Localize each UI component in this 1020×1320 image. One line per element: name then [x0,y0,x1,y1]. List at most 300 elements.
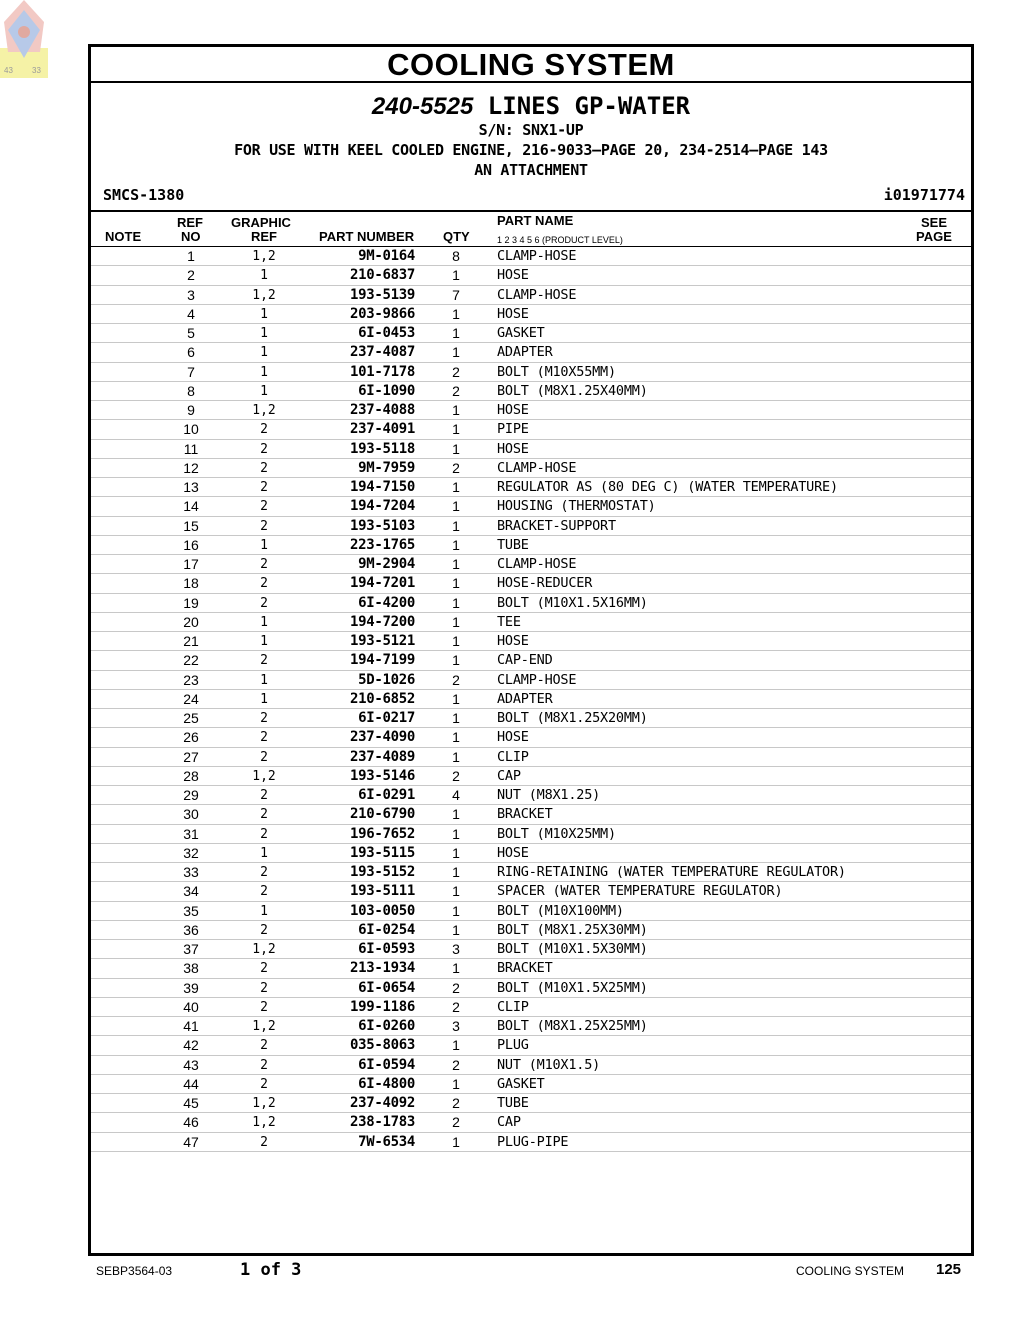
ref-number: 29 [183,787,199,803]
ref-number: 38 [183,960,199,977]
ref-number: 13 [183,479,199,495]
part-number: 194-7204 [349,498,415,515]
part-number: 6I-4200 [358,594,415,611]
part-number: 6I-0594 [358,1056,415,1073]
col-see-bottom: PAGE [916,229,952,244]
part-name: TUBE [497,1095,529,1111]
quantity: 2 [452,1056,460,1073]
graphic-ref: 2 [260,460,268,476]
graphic-ref: 2 [260,518,268,534]
graphic-ref: 1,2 [252,1019,276,1034]
ref-number: 11 [183,440,199,457]
part-number: 237-4088 [349,402,415,418]
quantity: 1 [452,498,460,515]
table-row [91,555,971,574]
part-number: 196-7652 [349,825,415,842]
publication-number: SEBP3564-03 [96,1264,173,1278]
graphic-ref: 2 [260,865,268,880]
graphic-ref: 1 [260,268,268,284]
col-ref-bottom: NO [181,229,201,244]
table-row [91,1133,971,1152]
graphic-ref: 2 [260,441,268,457]
part-name: PLUG [497,1037,529,1054]
graphic-ref: 2 [260,961,268,977]
quantity: 1 [452,594,460,611]
quantity: 2 [452,998,460,1015]
ref-number: 19 [183,594,199,611]
parts-list [91,247,971,1152]
group-number: 240-5525 [371,93,474,120]
part-number: 237-4092 [349,1095,415,1111]
part-name: HOSE [497,440,529,457]
part-number: 194-7150 [349,479,415,495]
ref-number: 43 [183,1056,199,1073]
ref-number: 27 [183,748,199,765]
table-row [91,286,971,305]
col-graphic-bottom: REF [251,229,277,244]
quantity: 1 [452,844,460,861]
graphic-ref: 1,2 [252,942,276,957]
ref-number: 22 [183,652,199,669]
part-name: CAP-END [497,652,553,669]
part-number: 199-1186 [349,998,415,1015]
part-name: BOLT (M10X55MM) [497,363,616,380]
part-number: 101-7178 [349,363,415,380]
ref-number: 24 [183,690,199,707]
ref-number: 6 [187,344,195,361]
ref-number: 25 [183,710,199,726]
part-name: CLIP [497,998,529,1015]
col-part-number: PART NUMBER [319,229,415,244]
table-row [91,382,971,401]
usage-note: FOR USE WITH KEEL COOLED ENGINE, 216-9033—PAGE 20, 234-2514—PAGE 143 [234,141,828,159]
quantity: 2 [452,1114,460,1131]
table-row [91,266,971,285]
part-number: 237-4090 [349,729,415,746]
table-row [91,940,971,959]
table-row [91,478,971,497]
graphic-ref: 1 [260,634,268,649]
graphic-ref: 2 [260,788,268,803]
graphic-ref: 2 [260,826,268,842]
part-name: HOSE-REDUCER [497,575,593,592]
quantity: 7 [452,286,460,303]
part-number: 223-1765 [349,536,415,553]
quantity: 3 [452,941,460,957]
logo-center [18,26,30,38]
part-number: 238-1783 [349,1114,415,1131]
quantity: 2 [452,459,460,476]
group-type: AN ATTACHMENT [474,161,588,179]
parts-page-frame [88,44,974,1256]
table-row [91,690,971,709]
part-name: CAP [497,1114,521,1131]
part-number: 210-6790 [349,806,415,823]
part-name: NUT (M10X1.5) [497,1056,601,1073]
ref-number: 34 [183,883,199,900]
quantity: 1 [452,344,460,361]
graphic-ref: 1 [260,326,268,341]
graphic-ref: 2 [260,480,268,495]
quantity: 1 [452,825,460,842]
graphic-ref: 2 [260,807,268,823]
part-name: BOLT (M10X1.5X16MM) [497,594,648,611]
ref-number: 33 [183,864,199,880]
part-number: 193-5103 [349,517,415,534]
part-name: HOUSING (THERMOSTAT) [497,498,656,515]
graphic-ref: 2 [260,980,268,996]
graphic-ref: 1 [260,364,268,380]
quantity: 1 [452,729,460,746]
table-row [91,882,971,901]
part-name: GASKET [497,1075,545,1092]
ref-number: 39 [183,979,199,996]
quantity: 1 [452,864,460,880]
part-name: GASKET [497,325,545,341]
quantity: 1 [452,440,460,457]
table-row [91,998,971,1017]
part-number: 6I-0254 [358,921,415,938]
part-name: BOLT (M8X1.25X40MM) [497,382,648,399]
table-row [91,709,971,728]
part-number: 210-6837 [349,267,415,284]
graphic-ref: 1,2 [252,1096,276,1111]
graphic-ref: 1 [260,691,268,707]
part-number: 7W-6534 [358,1133,415,1150]
table-row [91,921,971,940]
logo-right-number: 33 [32,66,41,75]
page-of: 1 of 3 [240,1260,302,1280]
page-number: 125 [936,1261,962,1278]
table-row [91,767,971,786]
group-title [91,91,971,122]
part-number: 213-1934 [349,960,415,977]
part-number: 237-4091 [349,421,415,438]
graphic-ref: 2 [260,749,268,765]
illustration-id: i01971774 [883,186,965,204]
part-name: BOLT (M10X25MM) [497,825,616,842]
col-part-name: PART NAME [497,213,574,228]
graphic-ref: 2 [260,922,268,938]
col-note: NOTE [105,229,142,244]
quantity: 1 [452,633,460,649]
quantity: 1 [452,517,460,534]
table-row [91,863,971,882]
table-row [91,574,971,593]
ref-number: 2 [187,267,195,284]
quantity: 1 [452,305,460,322]
ref-number: 42 [183,1037,199,1054]
quantity: 1 [452,575,460,592]
group-name: LINES GP-WATER [487,92,691,120]
graphic-ref: 1 [260,903,268,919]
quantity: 1 [452,806,460,823]
part-number: 6I-0291 [358,787,415,803]
graphic-ref: 1,2 [252,403,276,418]
part-name: PIPE [497,421,529,438]
ref-number: 26 [183,729,199,746]
part-name: BRACKET [497,960,553,977]
part-name: HOSE [497,267,529,284]
quantity: 1 [452,479,460,495]
table-row [91,440,971,459]
table-row [91,343,971,362]
part-number: 203-9866 [349,305,415,322]
graphic-ref: 1,2 [252,1115,276,1131]
part-name: NUT (M8X1.25) [497,787,601,803]
table-row [91,844,971,863]
graphic-ref: 2 [260,1038,268,1054]
part-name: BOLT (M10X100MM) [497,902,624,919]
ref-number: 10 [183,421,199,438]
quantity: 1 [452,690,460,707]
part-number: 6I-0217 [358,710,415,726]
table-row [91,748,971,767]
graphic-ref: 2 [260,576,268,592]
part-name: BOLT (M10X1.5X30MM) [497,941,648,957]
part-number: 193-5152 [349,864,415,880]
graphic-ref: 2 [260,1134,268,1150]
quantity: 2 [452,979,460,996]
graphic-ref: 1 [260,383,268,399]
part-number: 6I-0654 [358,979,415,996]
ref-number: 35 [183,902,199,919]
quantity: 2 [452,767,460,784]
table-row [91,517,971,536]
part-name: CLAMP-HOSE [497,671,577,688]
quantity: 1 [452,902,460,919]
part-name: CLAMP-HOSE [497,286,577,303]
table-row [91,632,971,651]
part-name: ADAPTER [497,344,553,361]
part-name: CLAMP-HOSE [497,248,577,264]
table-row [91,420,971,439]
part-name: REGULATOR AS (80 DEG C) (WATER TEMPERATURE) [497,479,838,495]
table-row [91,728,971,747]
part-number: 035-8063 [349,1037,415,1054]
part-name: BRACKET-SUPPORT [497,517,616,534]
table-row [91,1113,971,1132]
table-row [91,825,971,844]
part-name: HOSE [497,729,529,746]
part-number: 194-7199 [349,652,415,669]
ref-number: 41 [183,1018,199,1034]
graphic-ref: 2 [260,595,268,611]
ref-number: 36 [183,921,199,938]
part-number: 194-7201 [349,575,415,592]
ref-number: 28 [183,767,199,784]
quantity: 1 [452,1133,460,1150]
logo-left-number: 43 [4,66,13,75]
table-row [91,979,971,998]
part-name: TUBE [497,536,529,553]
table-row [91,536,971,555]
table-row [91,363,971,382]
table-row [91,1036,971,1055]
col-qty: QTY [443,229,470,244]
ref-number: 32 [183,844,199,861]
quantity: 2 [452,363,460,380]
quantity: 1 [452,402,460,418]
part-number: 9M-2904 [358,556,415,572]
part-name: CLAMP-HOSE [497,556,577,572]
graphic-ref: 2 [260,653,268,669]
table-row [91,1056,971,1075]
quantity: 1 [452,710,460,726]
ref-number: 31 [183,825,199,842]
ref-number: 18 [183,575,199,592]
graphic-ref: 2 [260,730,268,746]
ref-number: 16 [183,536,199,553]
ref-number: 15 [183,517,199,534]
part-name: BOLT (M8X1.25X20MM) [497,710,648,726]
quantity: 1 [452,267,460,284]
part-name: ADAPTER [497,690,553,707]
graphic-ref: 2 [260,711,268,726]
part-number: 6I-1090 [358,382,415,399]
table-row [91,959,971,978]
graphic-ref: 1,2 [252,249,276,264]
part-number: 103-0050 [349,902,415,919]
ref-number: 37 [183,941,199,957]
table-row [91,786,971,805]
table-row [91,324,971,343]
graphic-ref: 1 [260,614,268,630]
table-row [91,613,971,632]
graphic-ref: 2 [260,499,268,515]
part-number: 193-5118 [349,440,415,457]
quantity: 1 [452,748,460,765]
part-number: 6I-0260 [358,1018,415,1034]
quantity: 1 [452,1075,460,1092]
ref-number: 40 [183,998,199,1015]
part-number: 194-7200 [349,613,415,630]
col-ref-top: REF [177,215,203,230]
table-row [91,1017,971,1036]
quantity: 1 [452,1037,460,1054]
table-row [91,247,971,266]
quantity: 8 [452,248,460,264]
ref-number: 5 [187,325,195,341]
part-number: 237-4087 [349,344,415,361]
graphic-ref: 1,2 [252,287,276,303]
graphic-ref: 1 [260,345,268,361]
graphic-ref: 1 [260,845,268,861]
part-number: 193-5146 [349,767,415,784]
ref-number: 20 [183,613,199,630]
quantity: 1 [452,960,460,977]
graphic-ref: 1 [260,672,268,688]
part-name: BOLT (M8X1.25X25MM) [497,1018,648,1034]
part-name: HOSE [497,402,529,418]
col-product-levels: 1 2 3 4 5 6 (PRODUCT LEVEL) [497,235,623,245]
graphic-ref: 2 [260,884,268,900]
quantity: 1 [452,921,460,938]
part-name: HOSE [497,305,529,322]
ref-number: 21 [183,633,199,649]
part-name: RING-RETAINING (WATER TEMPERATURE REGULATOR) [497,864,846,880]
ref-number: 17 [183,556,199,572]
quantity: 4 [452,787,460,803]
table-row [91,594,971,613]
part-number: 6I-0453 [358,325,415,341]
graphic-ref: 1 [260,306,268,322]
page-footer [0,1260,1020,1282]
ref-number: 46 [183,1114,199,1131]
part-number: 193-5111 [349,883,415,900]
graphic-ref: 2 [260,1076,268,1092]
serial-number: S/N: SNX1-UP [478,121,584,139]
table-row [91,459,971,478]
table-row [91,305,971,324]
quantity: 1 [452,556,460,572]
footer-section: COOLING SYSTEM [796,1264,905,1278]
table-row [91,1094,971,1113]
graphic-ref: 2 [260,1057,268,1073]
part-number: 6I-4800 [358,1075,415,1092]
quantity: 1 [452,325,460,341]
ref-number: 8 [187,382,195,399]
quantity: 2 [452,1095,460,1111]
table-row [91,805,971,824]
quantity: 2 [452,382,460,399]
ref-number: 23 [183,671,199,688]
table-row [91,497,971,516]
part-name: SPACER (WATER TEMPERATURE REGULATOR) [497,883,783,900]
ref-number: 3 [187,286,195,303]
publisher-logo [0,0,48,78]
col-graphic-top: GRAPHIC [231,215,291,230]
part-number: 237-4089 [349,748,415,765]
graphic-ref: 1,2 [252,768,276,784]
graphic-ref: 2 [260,999,268,1015]
part-number: 193-5121 [349,633,415,649]
smcs-code: SMCS-1380 [103,186,185,204]
ref-number: 45 [183,1095,199,1111]
part-name: CLIP [497,748,529,765]
table-row [91,902,971,921]
part-name: BOLT (M10X1.5X25MM) [497,979,648,996]
table-header [91,212,971,247]
part-number: 193-5115 [349,844,415,861]
part-name: PLUG-PIPE [497,1133,569,1150]
graphic-ref: 2 [260,422,268,438]
ref-number: 7 [187,363,195,380]
ref-number: 1 [187,248,195,264]
part-name: TEE [497,613,521,630]
quantity: 1 [452,652,460,669]
col-see-top: SEE [921,215,948,230]
part-name: HOSE [497,844,529,861]
group-header [91,83,971,212]
part-name: BOLT (M8X1.25X30MM) [497,921,648,938]
quantity: 1 [452,613,460,630]
ref-number: 47 [183,1133,199,1150]
ref-number: 9 [187,402,195,418]
part-name: BRACKET [497,806,553,823]
part-name: CLAMP-HOSE [497,459,577,476]
quantity: 1 [452,421,460,438]
quantity: 1 [452,883,460,900]
quantity: 1 [452,536,460,553]
quantity: 2 [452,671,460,688]
table-row [91,401,971,420]
part-number: 5D-1026 [358,671,415,688]
part-number: 6I-0593 [358,941,415,957]
ref-number: 4 [187,305,195,322]
page-title: COOLING SYSTEM [91,47,971,83]
graphic-ref: 1 [260,537,268,553]
